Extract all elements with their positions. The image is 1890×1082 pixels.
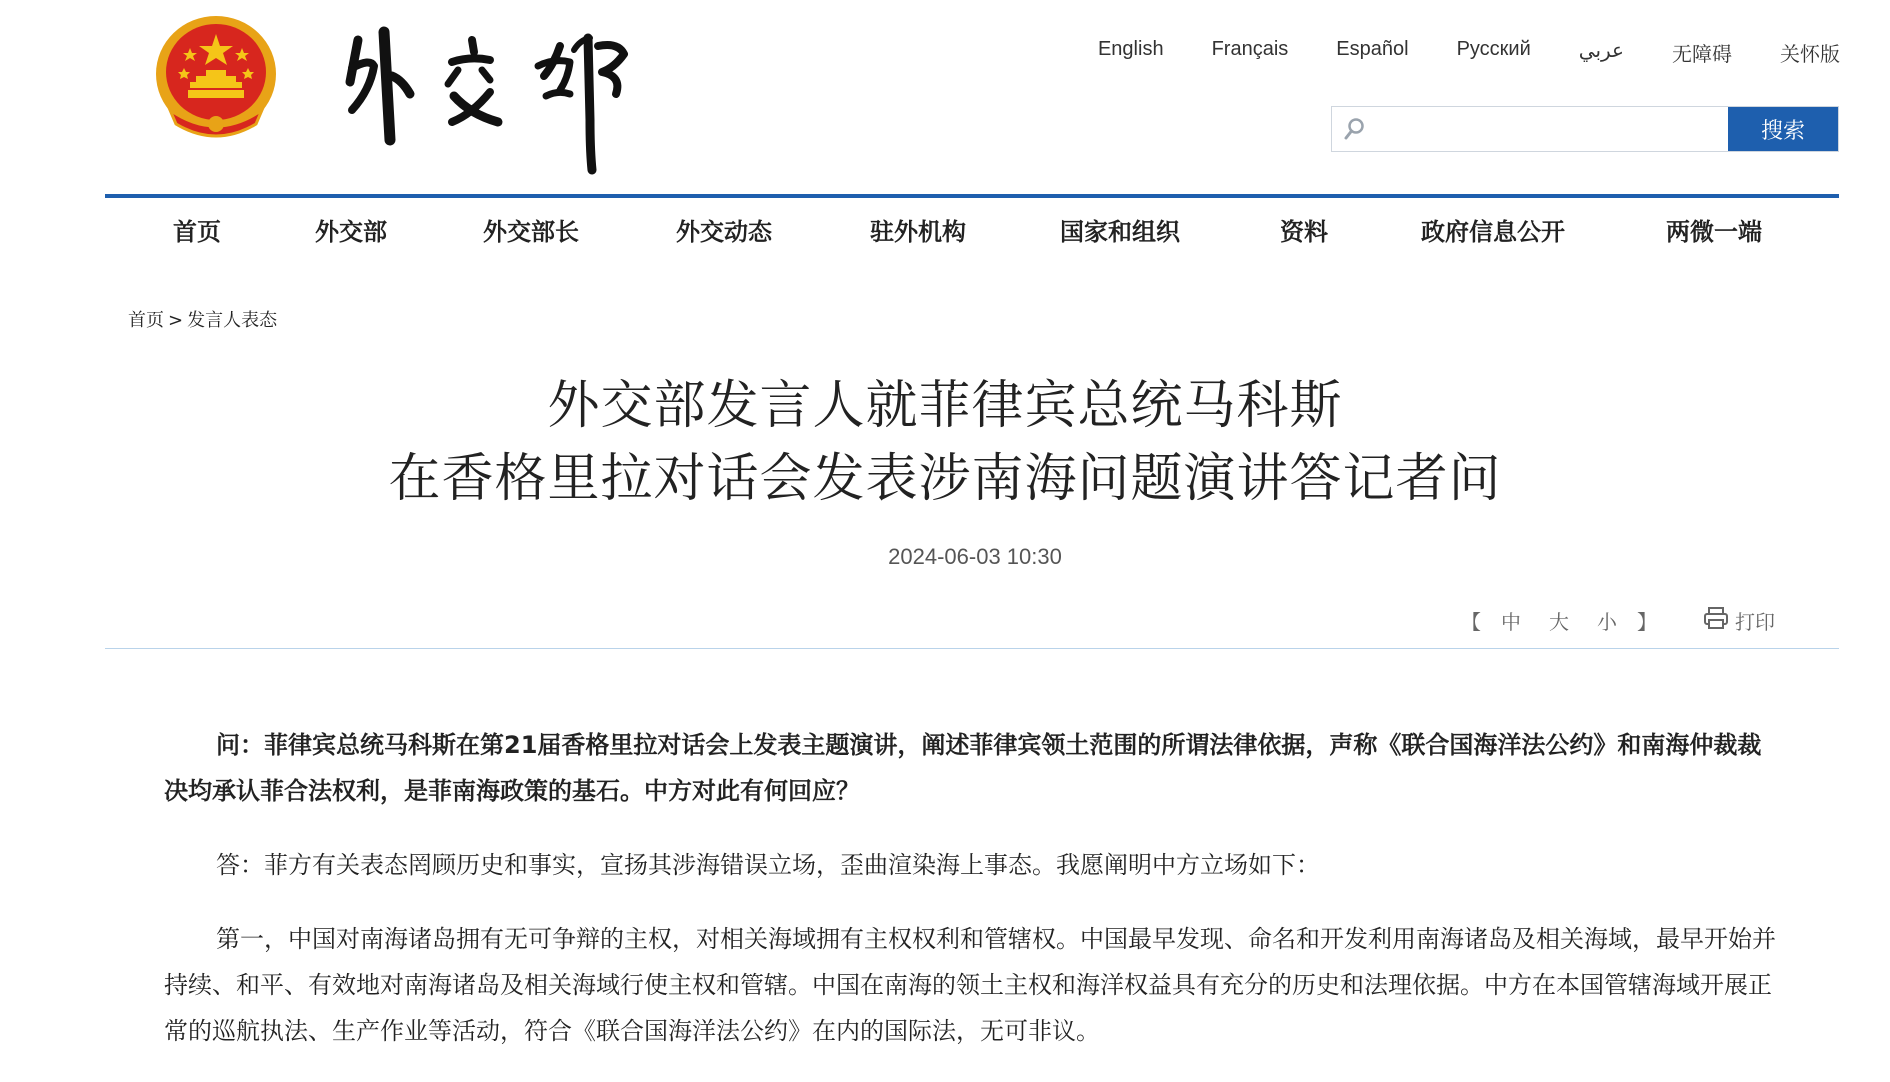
nav-item-diplomatic-news[interactable]: 外交动态	[676, 218, 772, 246]
article-body	[164, 722, 1782, 1082]
font-size-large-button[interactable]: 大	[1549, 610, 1569, 634]
main-nav	[105, 212, 1839, 256]
font-size-medium-button[interactable]: 中	[1501, 610, 1521, 634]
nav-item-minister[interactable]: 外交部长	[483, 218, 579, 246]
search-input[interactable]	[1376, 107, 1728, 151]
print-label: 打印	[1735, 610, 1775, 634]
search-box	[1331, 106, 1839, 152]
breadcrumb-home-link[interactable]: 首页	[128, 310, 164, 331]
article-paragraph-point-1: 第一，中国对南海诸岛拥有无可争辩的主权，对相关海域拥有主权权利和管辖权。中国最早发现、命名和开发利用南海诸岛及相关海域，最早开始并持续、和平、有效地对南海诸岛及相关海域行使主权和管辖。中国在南海的领土主权和海洋权益具有充分的历史和法理依据。中方在本国管辖海域开展正常的巡航执法、生产作业等活动，符合《联合国海洋法公约》在内的国际法，无可非议。	[164, 925, 1776, 1045]
nav-item-social-media[interactable]: 两微一端	[1666, 218, 1762, 246]
search-icon	[1332, 107, 1376, 151]
search-button[interactable]: 搜索	[1728, 107, 1838, 151]
article-title-line1: 外交部发言人就菲律宾总统马科斯	[547, 376, 1343, 436]
article-title-line2: 在香格里拉对话会发表涉南海问题演讲答记者问	[388, 449, 1502, 509]
font-size-small-button[interactable]: 小	[1597, 610, 1617, 634]
lang-french-link[interactable]: Français	[1211, 38, 1289, 60]
font-size-bracket-close: 】	[1637, 610, 1657, 634]
breadcrumb-separator: >	[168, 310, 184, 331]
article-paragraph-answer-intro: 答：菲方有关表态罔顾历史和事实，宣扬其涉海错误立场，歪曲渲染海上事态。我愿阐明中方立场如下：	[216, 851, 1320, 879]
article-tools	[1455, 606, 1775, 635]
nav-item-countries-organizations[interactable]: 国家和组织	[1060, 218, 1180, 246]
nav-item-government-info[interactable]: 政府信息公开	[1421, 218, 1565, 246]
nav-item-ministry[interactable]: 外交部	[315, 218, 387, 246]
header-divider	[105, 194, 1839, 198]
lang-english-link[interactable]: English	[1097, 38, 1164, 60]
printer-icon	[1703, 606, 1735, 635]
breadcrumb	[128, 306, 277, 332]
nav-item-missions-abroad[interactable]: 驻外机构	[870, 218, 966, 246]
elderly-care-link[interactable]: 关怀版	[1780, 44, 1840, 66]
publish-date: 2024-06-03 10:30	[888, 544, 1062, 569]
national-emblem-logo[interactable]	[150, 12, 282, 144]
lang-spanish-link[interactable]: Español	[1336, 38, 1409, 60]
nav-item-resources[interactable]: 资料	[1280, 218, 1328, 246]
article-paragraph-question: 问：菲律宾总统马科斯在第21届香格里拉对话会上发表主题演讲，阐述菲律宾领土范围的所谓法律依据，声称《联合国海洋法公约》和南海仲裁裁决均承认菲合法权利，是菲南海政策的基石。中方对此有何回应？	[164, 731, 1762, 805]
lang-russian-link[interactable]: Русский	[1456, 38, 1531, 60]
accessibility-link[interactable]: 无障碍	[1672, 44, 1732, 66]
article-divider	[105, 648, 1839, 649]
print-button[interactable]	[1703, 606, 1775, 635]
language-bar	[1050, 38, 1840, 67]
breadcrumb-current-link[interactable]: 发言人表态	[187, 310, 278, 331]
nav-item-home[interactable]: 首页	[173, 218, 221, 246]
font-size-bracket-open: 【	[1461, 610, 1481, 634]
lang-arabic-link[interactable]: عربي	[1578, 40, 1624, 62]
ministry-calligraphy-logo[interactable]	[340, 10, 670, 185]
